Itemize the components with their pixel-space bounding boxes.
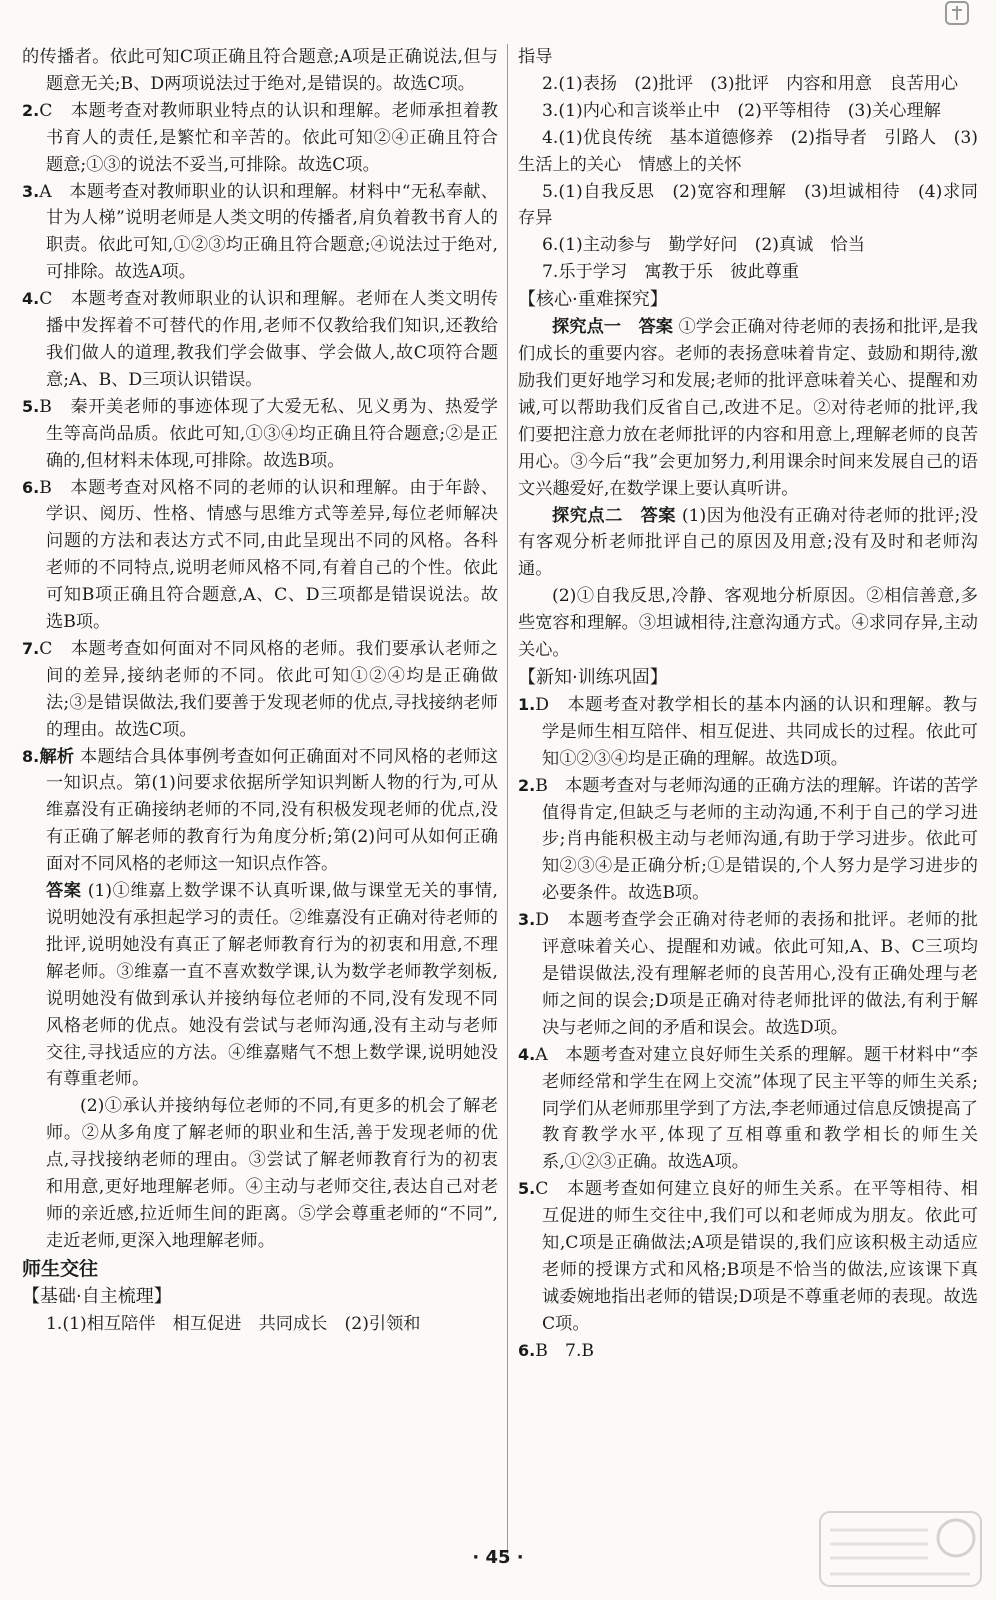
block-text: 2.(1)表扬 (2)批评 (3)批评 内容和用意 良苦用心 bbox=[542, 73, 959, 94]
left-block-3 bbox=[22, 286, 498, 394]
block-text: 指导 bbox=[518, 47, 553, 67]
block-text: A 本题考查对教师职业的认识和理解。材料中“无私奉献、甘为人梯”说明老师是人类文明的传播者,肩负着教书育人的职责。依此可知,①②③均正确且符合题意;④说法过于绝对,可排除。故选A项。 bbox=[39, 181, 498, 283]
block-text: C 本题考查如何建立良好的师生关系。在平等相待、相互促进的师生交往中,我们可以和老师成为朋友。依此可知,C项是正确做法;A项是错误的,我们应该积极主动适应老师的授课方式和风格;B项是不恰当的做法,应该课下真诚委婉地指出老师的错误;D项是不尊重老师的表现。故选C项。 bbox=[535, 1179, 978, 1334]
question-number: 3. bbox=[22, 181, 40, 201]
question-number: 2. bbox=[518, 775, 536, 795]
left-block-12 bbox=[22, 1311, 498, 1338]
keyword-label: 探究点二 答案 bbox=[552, 505, 676, 526]
block-text: 师生交往 bbox=[22, 1257, 99, 1280]
question-number: 5. bbox=[518, 1179, 536, 1199]
block-text: B 7.B bbox=[535, 1340, 595, 1361]
left-block-11 bbox=[22, 1283, 498, 1311]
right-block-2 bbox=[518, 98, 978, 125]
left-block-2 bbox=[22, 179, 498, 287]
right-block-17 bbox=[518, 1338, 978, 1365]
watermark-logo-icon bbox=[818, 1510, 983, 1588]
right-block-8 bbox=[518, 314, 978, 502]
block-text: ①学会正确对待老师的表扬和批评,是我们成长的重要内容。老师的表扬意味着肯定、鼓励和期待,激励我们更好地学习和发展;老师的批评意味着关心、提醒和劝诫,可以帮助我们反省自己,改进不足。②对待老师的批评,我们要把注意力放在老师批评的内容和用意上,理解老师的良苦用心。③今后“我”会更加努力,利用课余时间来发展自己的语文兴趣爱好,在数学课上要认真听讲。 bbox=[518, 317, 978, 499]
right-block-0 bbox=[518, 44, 978, 71]
question-number: 6. bbox=[518, 1340, 536, 1360]
block-text: C 本题考查如何面对不同风格的老师。我们要承认老师之间的差异,接纳老师的不同。依此可知①②④均是正确做法;③是错误做法,我们要善于发现老师的优点,寻找接纳老师的理由。故选C项。 bbox=[39, 638, 498, 740]
right-block-5 bbox=[518, 232, 978, 259]
block-text: B 秦开美老师的事迹体现了大爱无私、见义勇为、热爱学生等高尚品质。依此可知,①③④均正确且符合题意;②是正确的,但材料未体现,可排除。故选B项。 bbox=[39, 396, 498, 471]
block-text: 7.乐于学习 寓教于乐 彼此尊重 bbox=[542, 262, 800, 283]
right-block-6 bbox=[518, 259, 978, 286]
block-text: (2)①自我反思,冷静、客观地分析原因。②相信善意,多些宽容和理解。③坦诚相待,注意沟通方式。④求同存异,主动关心。 bbox=[518, 586, 978, 661]
block-text: A 本题考查对建立良好师生关系的理解。题干材料中“李老师经常和学生在网上交流”体现了民主平等的师生关系;同学们从老师那里学到了方法,李老师通过信息反馈提高了教育教学水平,体现了互相尊重和教学相长的师生关系,①②③正确。故选A项。 bbox=[535, 1044, 978, 1173]
right-block-11 bbox=[518, 664, 978, 692]
left-block-8 bbox=[22, 878, 498, 1093]
left-block-10 bbox=[22, 1255, 498, 1283]
block-text: 【新知·训练巩固】 bbox=[518, 666, 668, 688]
question-number: 8. bbox=[22, 746, 40, 766]
question-number: 7. bbox=[22, 638, 40, 658]
right-block-12 bbox=[518, 692, 978, 773]
keyword-label: 答案 bbox=[46, 881, 82, 902]
block-text: 3.(1)内心和言谈举止中 (2)平等相待 (3)关心理解 bbox=[542, 100, 941, 121]
right-block-16 bbox=[518, 1176, 978, 1337]
block-text: (1)①维嘉上数学课不认真听课,做与课堂无关的事情,说明她没有承担起学习的责任。②维嘉没有正确对待老师的批评,说明她没有真正了解老师教育行为的初衷和用意,不理解老师。③维嘉一直不喜欢数学课,认为数学老师教学刻板,说明她没有做到承认并接纳每位老师的不同,没有发现不同风格老师的优点。她没有尝试与老师沟通,没有主动与老师交往,寻找适应的方法。④维嘉赌气不想上数学课,说明她没有尊重老师。 bbox=[46, 881, 498, 1090]
right-block-4 bbox=[518, 179, 978, 233]
left-column bbox=[22, 44, 498, 1338]
right-block-3 bbox=[518, 125, 978, 179]
block-text: 6.(1)主动参与 勤学好问 (2)真诚 恰当 bbox=[542, 235, 865, 256]
question-number: 1. bbox=[518, 694, 536, 714]
block-text: C 本题考查对教师职业的认识和理解。老师在人类文明传播中发挥着不可替代的作用,老师不仅教给我们知识,还教给我们做人的道理,教我们学会做事、学会做人,故C项符合题意;A、B、D三项认识错误。 bbox=[39, 289, 498, 390]
block-text: (2)①承认并接纳每位老师的不同,有更多的机会了解老师。②从多角度了解老师的职业和生活,善于发现老师的优点,寻找接纳老师的理由。③尝试了解老师教育行为的初衷和用意,更好地理解老师。④主动与老师交往,表达自己对老师的亲近感,拉近师生间的距离。⑤学会尊重老师的“不同”,走近老师,更深入地理解老师。 bbox=[46, 1096, 498, 1251]
block-text: B 本题考查对风格不同的老师的认识和理解。由于年龄、学识、阅历、性格、情感与思维方式等差异,每位老师解决问题的方法和表达方式不同,由此呈现出不同的风格。各科老师的不同特点,说明老师风格不同,有着自己的个性。依此可知B项正确且符合题意,A、C、D三项都是错误说法。故选B项。 bbox=[39, 477, 498, 633]
block-text: 的传播者。依此可知C项正确且符合题意;A项是正确说法,但与题意无关;B、D两项说法过于绝对,是错误的。故选C项。 bbox=[22, 47, 498, 94]
page-number: · 45 · bbox=[472, 1547, 524, 1568]
block-text: 本题结合具体事例考查如何正确面对不同风格的老师这一知识点。第(1)问要求依据所学知识判断人物的行为,可从维嘉没有正确接纳老师的不同,没有积极发现老师的优点,没有正确了解老师的教育行为角度分析;第(2)问可从如何正确面对不同风格的老师这一知识点作答。 bbox=[46, 746, 498, 875]
block-text: B 本题考查对与老师沟通的正确方法的理解。许诺的苦学值得肯定,但缺乏与老师的主动沟通,不利于自己的学习进步;肖冉能积极主动与老师沟通,有助于学习进步。依此可知②③④是正确分析;①是错误的,个人努力是学习进步的必要条件。故选B项。 bbox=[535, 775, 978, 904]
block-text: D 本题考查对教学相长的基本内涵的认识和理解。教与学是师生相互陪伴、相互促进、共同成长的过程。依此可知①②③④均是正确的理解。故选D项。 bbox=[535, 694, 978, 769]
left-block-5 bbox=[22, 475, 498, 636]
right-block-13 bbox=[518, 773, 978, 908]
question-number: 2. bbox=[22, 100, 40, 120]
question-number: 4. bbox=[22, 289, 40, 309]
question-number: 3. bbox=[518, 910, 536, 930]
block-text: (1)因为他没有正确对待老师的批评;没有客观分析老师批评自己的原因及用意;没有及时和老师沟通。 bbox=[518, 505, 978, 580]
block-text: 4.(1)优良传统 基本道德修养 (2)指导者 引路人 (3)生活上的关心 情感上的关怀 bbox=[518, 127, 978, 175]
question-number: 5. bbox=[22, 396, 40, 416]
keyword-label: 解析 bbox=[39, 746, 75, 767]
question-number: 4. bbox=[518, 1044, 536, 1064]
right-block-7 bbox=[518, 286, 978, 314]
right-block-10 bbox=[518, 583, 978, 664]
left-block-7 bbox=[22, 744, 498, 879]
block-text: 【核心·重难探究】 bbox=[518, 289, 668, 311]
keyword-label: 探究点一 答案 bbox=[552, 317, 674, 338]
block-text: 5.(1)自我反思 (2)宽容和理解 (3)坦诚相待 (4)求同存异 bbox=[518, 181, 978, 229]
block-text: D 本题考查学会正确对待老师的表扬和批评。老师的批评意味着关心、提醒和劝诫。依此可知,A、B、C三项均是错误做法,没有理解老师的良苦用心,没有正确处理与老师之间的误会;D项是正确对待老师批评的做法,有利于解决与老师之间的矛盾和误会。故选D项。 bbox=[535, 910, 978, 1038]
right-block-9 bbox=[518, 503, 978, 584]
right-column bbox=[518, 44, 978, 1365]
left-block-4 bbox=[22, 394, 498, 475]
column-divider bbox=[507, 44, 508, 1554]
block-text: 1.(1)相互陪伴 相互促进 共同成长 (2)引领和 bbox=[46, 1313, 421, 1334]
block-text: C 本题考查对教师职业特点的认识和理解。老师承担着教书育人的责任,是繁忙和辛苦的。依此可知②④正确且符合题意;①③的说法不妥当,可排除。故选C项。 bbox=[39, 100, 498, 175]
left-block-0 bbox=[22, 44, 498, 98]
corner-logo-icon bbox=[942, 0, 972, 28]
left-block-9 bbox=[22, 1093, 498, 1254]
right-block-14 bbox=[518, 907, 978, 1042]
left-block-1 bbox=[22, 98, 498, 179]
left-block-6 bbox=[22, 636, 498, 744]
block-text: 【基础·自主梳理】 bbox=[22, 1285, 172, 1307]
question-number: 6. bbox=[22, 477, 40, 497]
right-block-15 bbox=[518, 1042, 978, 1177]
right-block-1 bbox=[518, 71, 978, 98]
